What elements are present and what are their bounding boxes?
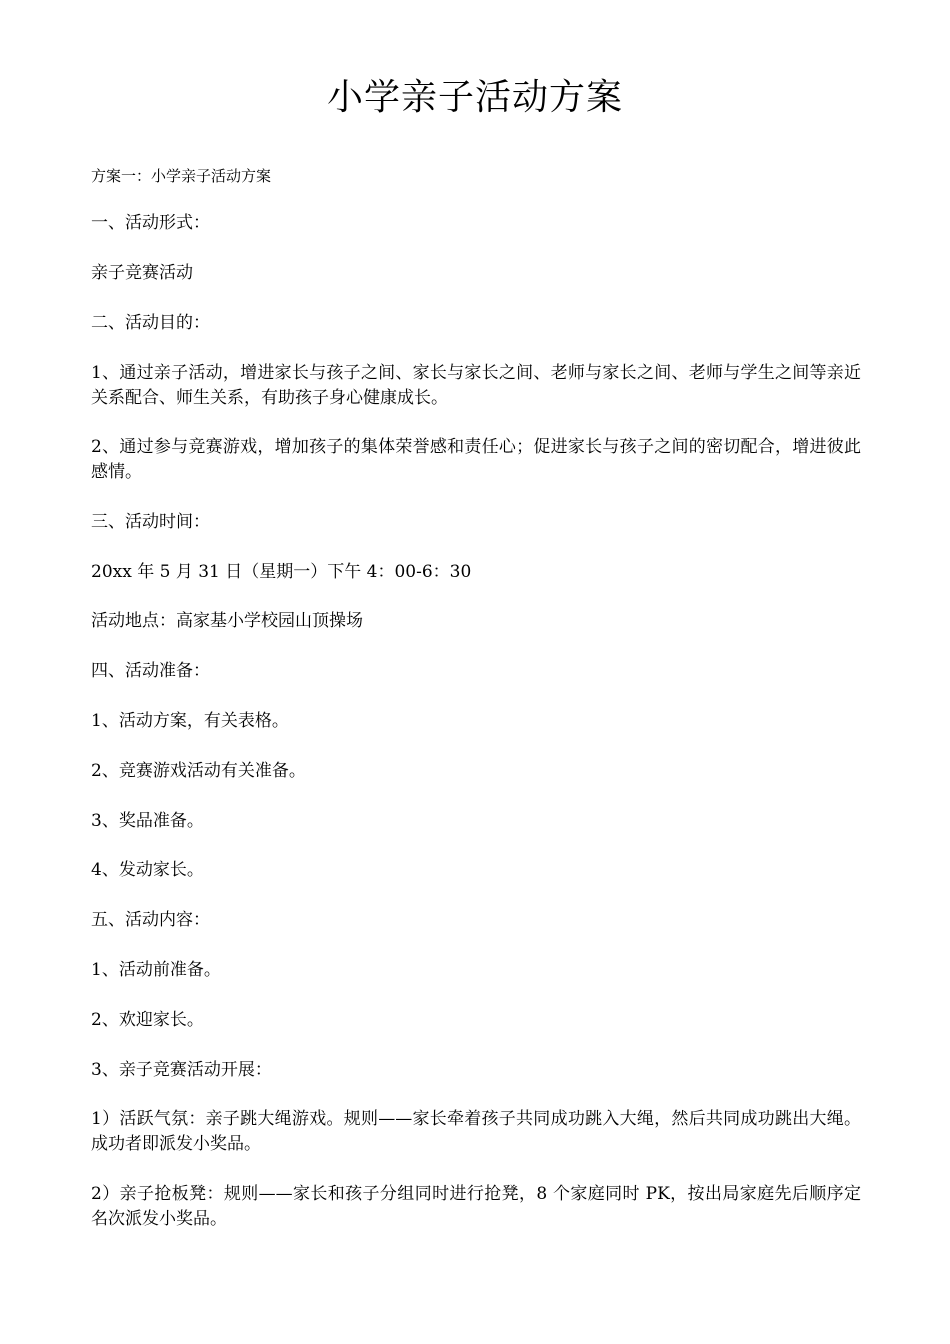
paragraph-content-1: 1、活动前准备。 bbox=[91, 960, 221, 980]
paragraph-game-2: 2）亲子抢板凳：规则——家长和孩子分组同时进行抢凳，8 个家庭同时 PK，按出局家庭先后顺序定名次派发小奖品。 bbox=[91, 1184, 861, 1229]
plan-subtitle: 方案一：小学亲子活动方案 bbox=[91, 167, 272, 185]
heading-activity-content: 五、活动内容： bbox=[91, 910, 210, 930]
paragraph-preparation-3: 3、奖品准备。 bbox=[91, 811, 204, 831]
heading-activity-preparation: 四、活动准备： bbox=[91, 661, 210, 681]
paragraph-preparation-4: 4、发动家长。 bbox=[91, 860, 204, 880]
paragraph-activity-form: 亲子竞赛活动 bbox=[91, 263, 193, 283]
paragraph-purpose-2: 2、通过参与竞赛游戏，增加孩子的集体荣誉感和责任心；促进家长与孩子之间的密切配合，增进彼此感情。 bbox=[91, 437, 861, 482]
heading-activity-time: 三、活动时间： bbox=[91, 512, 210, 532]
heading-activity-purpose: 二、活动目的： bbox=[91, 313, 210, 333]
paragraph-preparation-2: 2、竞赛游戏活动有关准备。 bbox=[91, 761, 306, 781]
paragraph-activity-time: 20xx 年 5 月 31 日（星期一）下午 4：00-6：30 bbox=[91, 562, 472, 582]
document-title: 小学亲子活动方案 bbox=[326, 77, 623, 118]
paragraph-purpose-1: 1、通过亲子活动，增进家长与孩子之间、家长与家长之间、老师与家长之间、老师与学生之间等亲近关系配合、师生关系，有助孩子身心健康成长。 bbox=[91, 363, 861, 408]
heading-activity-form: 一、活动形式： bbox=[91, 213, 210, 233]
paragraph-preparation-1: 1、活动方案，有关表格。 bbox=[91, 711, 289, 731]
paragraph-content-3: 3、亲子竞赛活动开展： bbox=[91, 1060, 272, 1080]
paragraph-game-1: 1）活跃气氛：亲子跳大绳游戏。规则——家长牵着孩子共同成功跳入大绳，然后共同成功跳出大绳。成功者即派发小奖品。 bbox=[91, 1109, 861, 1154]
paragraph-activity-location: 活动地点：高家基小学校园山顶操场 bbox=[91, 611, 363, 631]
paragraph-content-2: 2、欢迎家长。 bbox=[91, 1010, 204, 1030]
